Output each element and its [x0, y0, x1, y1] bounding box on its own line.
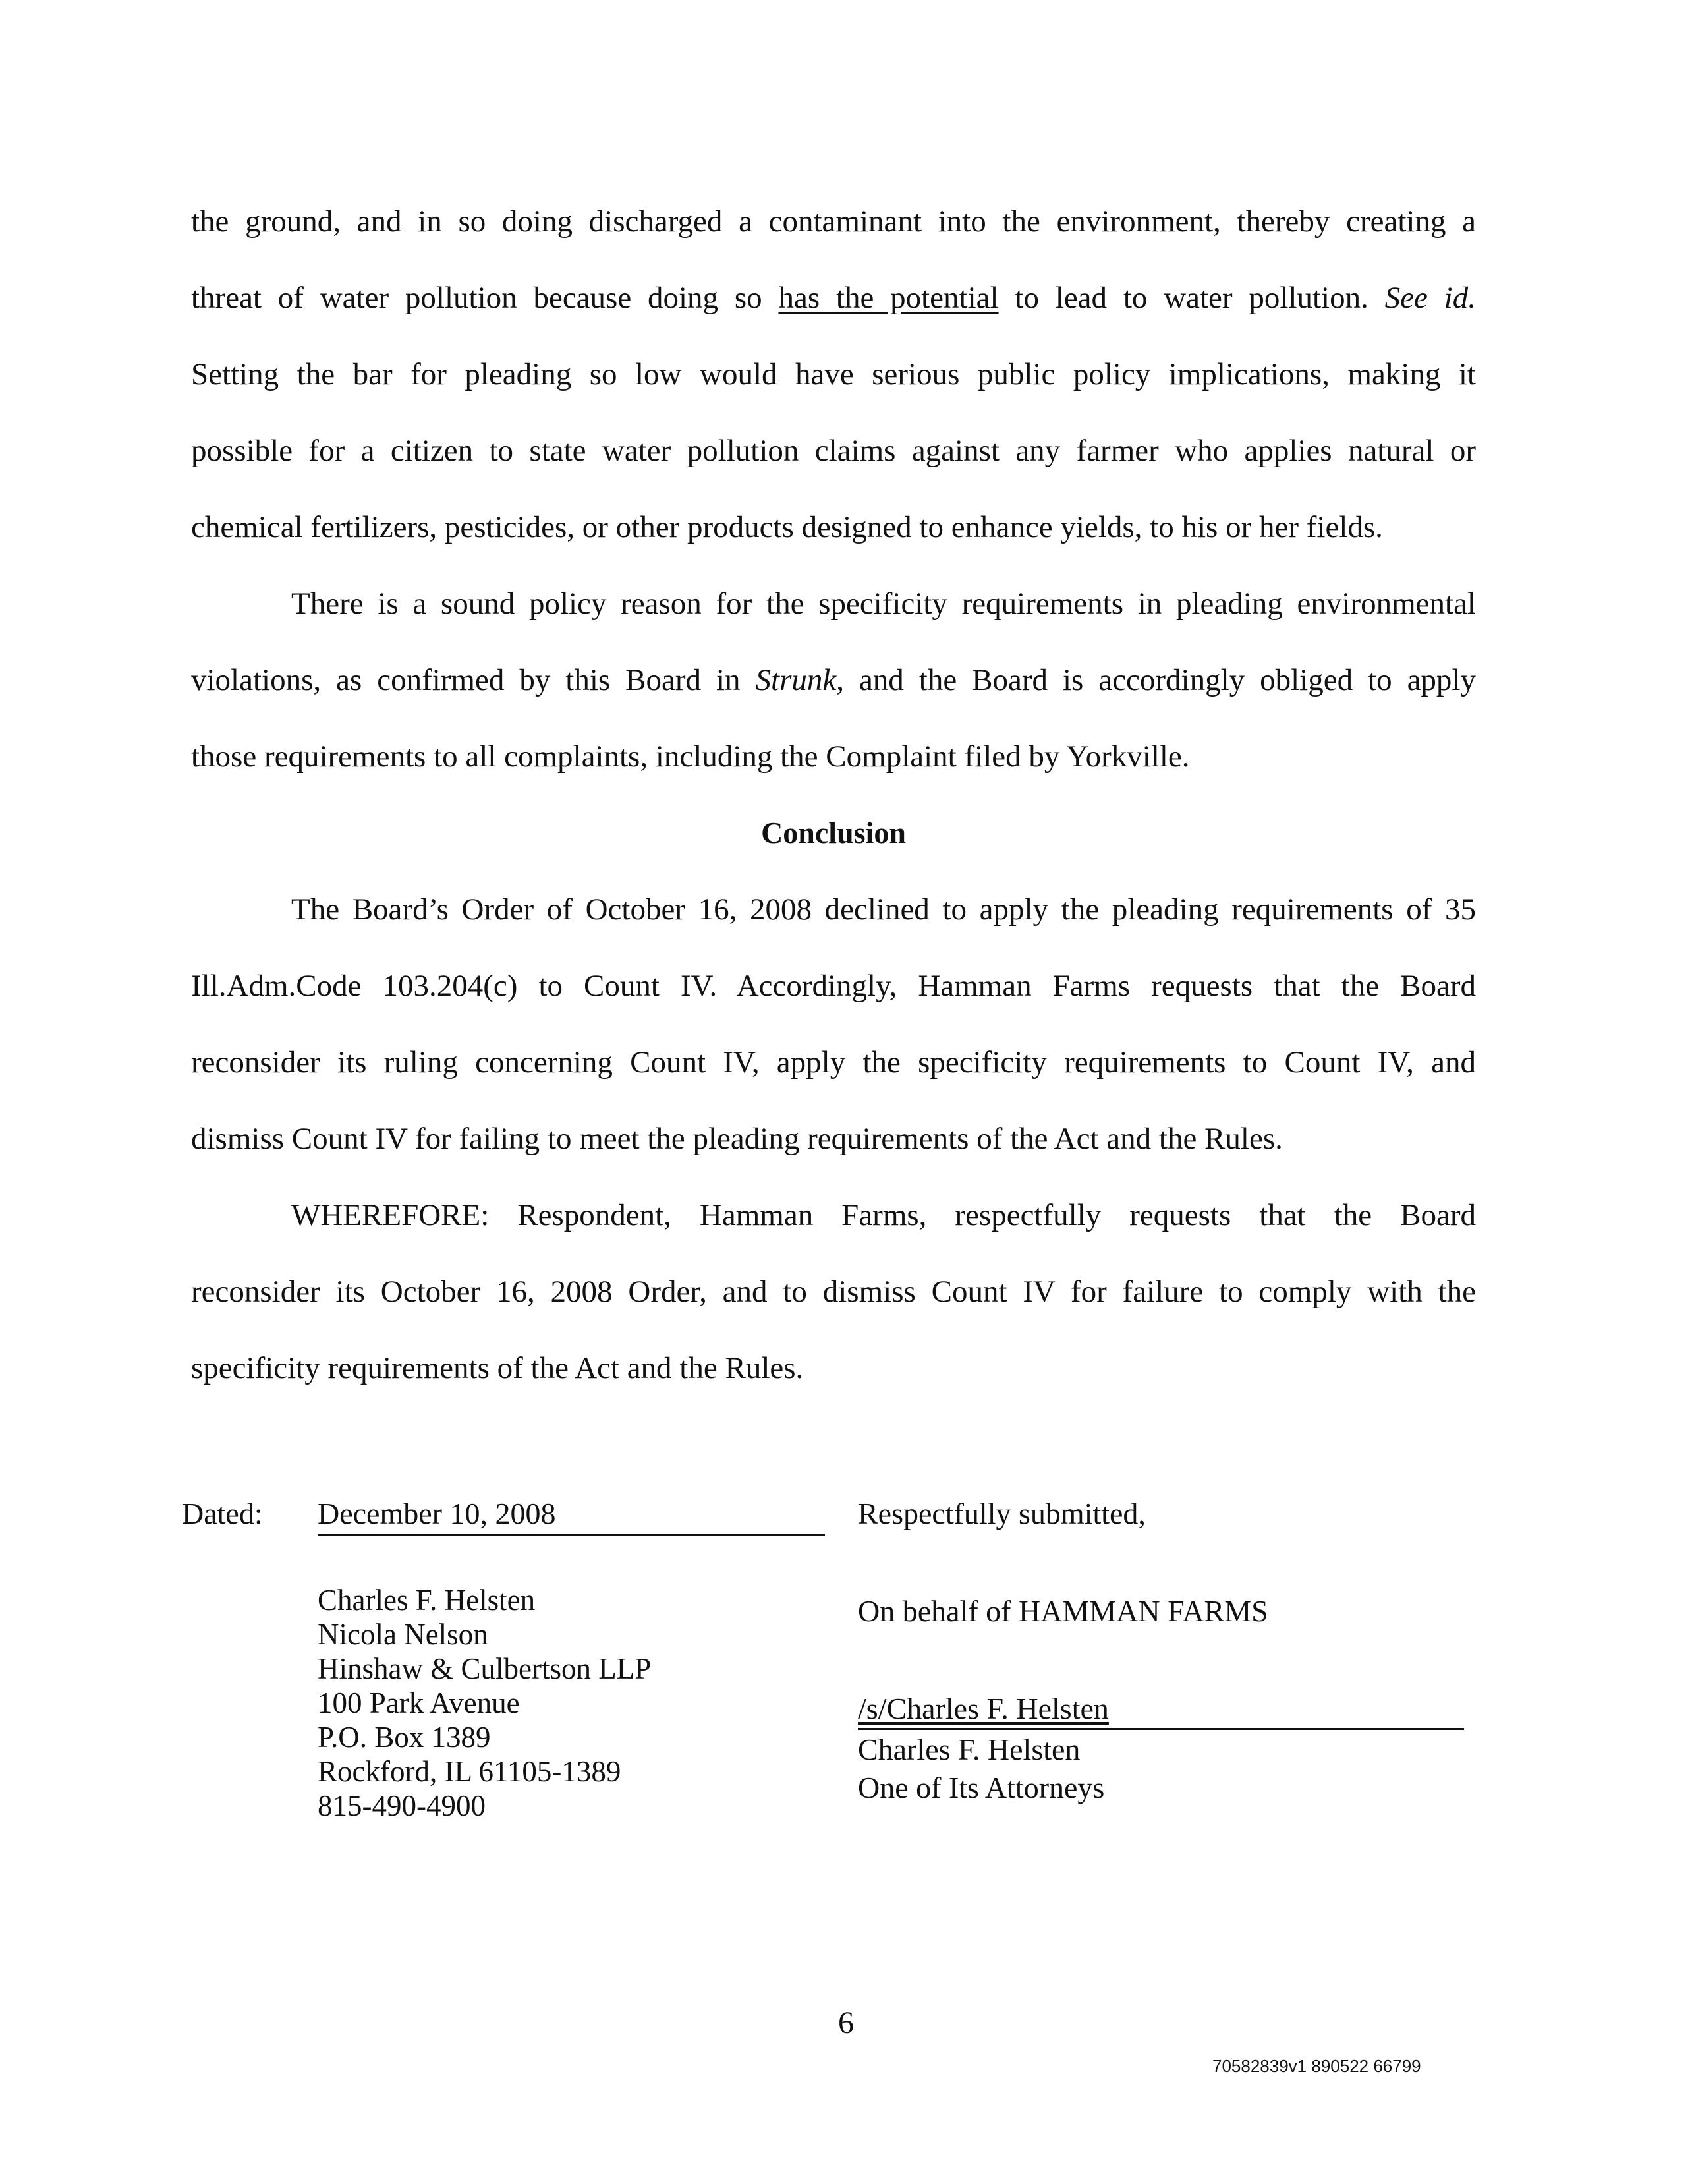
- attorney-address-block: [318, 1583, 651, 1823]
- body-line: the ground, and in so doing discharged a contaminant into the environment, thereby creating a: [191, 204, 1476, 239]
- body-line: those requirements to all complaints, including the Complaint filed by Yorkville.: [191, 739, 1190, 774]
- case-name-italic: Strunk: [755, 663, 837, 697]
- body-line: [191, 642, 1476, 718]
- text-run: threat of water pollution because doing so: [191, 281, 779, 315]
- attorney-line: P.O. Box 1389: [318, 1721, 491, 1754]
- electronic-signature: /s/Charles F. Helsten: [858, 1692, 1109, 1725]
- text-run: violations, as confirmed by this Board in: [191, 663, 756, 697]
- respectfully-submitted: Respectfully submitted,: [858, 1497, 1146, 1530]
- page-number: 6: [838, 2005, 854, 2040]
- attorney-line: 815-490-4900: [318, 1789, 486, 1822]
- body-line: chemical fertilizers, pesticides, or other products designed to enhance yields, to his or her fields.: [191, 510, 1383, 544]
- body-line: possible for a citizen to state water pollution claims against any farmer who applies natural or: [191, 434, 1476, 468]
- dated-value: December 10, 2008: [318, 1496, 825, 1536]
- body-line: The Board’s Order of October 16, 2008 declined to apply the pleading requirements of 35: [291, 892, 1476, 927]
- citation-italic: See id.: [1384, 281, 1476, 315]
- attorney-line: Charles F. Helsten: [318, 1584, 536, 1617]
- electronic-signature-line: [858, 1691, 1464, 1730]
- document-id: 70582839v1 890522 66799: [1212, 2056, 1421, 2076]
- body-line: reconsider its October 16, 2008 Order, and to dismiss Count IV for failure to comply with the: [191, 1275, 1476, 1309]
- body-line: reconsider its ruling concerning Count IV, apply the specificity requirements to Count IV, and: [191, 1045, 1476, 1079]
- underlined-phrase: has the potential: [778, 281, 999, 315]
- body-text: [191, 183, 1476, 1406]
- body-line: There is a sound policy reason for the specificity requirements in pleading environmental: [291, 587, 1476, 621]
- signer-role: One of Its Attorneys: [858, 1771, 1105, 1804]
- signer-name: Charles F. Helsten: [858, 1733, 1081, 1766]
- body-line: WHEREFORE: Respondent, Hamman Farms, respectfully requests that the Board: [291, 1198, 1476, 1232]
- body-line: Ill.Adm.Code 103.204(c) to Count IV. Accordingly, Hamman Farms requests that the Board: [191, 969, 1476, 1003]
- body-line: specificity requirements of the Act and the Rules.: [191, 1351, 804, 1385]
- section-heading: Conclusion: [761, 816, 906, 849]
- attorney-line: Hinshaw & Culbertson LLP: [318, 1652, 652, 1685]
- attorney-line: Rockford, IL 61105-1389: [318, 1755, 621, 1788]
- text-run: , and the Board is accordingly obliged to apply: [836, 663, 1476, 697]
- attorney-line: Nicola Nelson: [318, 1618, 488, 1651]
- body-line: dismiss Count IV for failing to meet the pleading requirements of the Act and the Rules.: [191, 1122, 1283, 1156]
- dated-label: Dated:: [182, 1497, 263, 1530]
- on-behalf-of: On behalf of HAMMAN FARMS: [858, 1594, 1268, 1628]
- attorney-line: 100 Park Avenue: [318, 1686, 520, 1719]
- body-line: [191, 260, 1476, 336]
- body-line: Setting the bar for pleading so low would have serious public policy implications, making it: [191, 357, 1476, 391]
- text-run: to lead to water pollution.: [998, 281, 1385, 315]
